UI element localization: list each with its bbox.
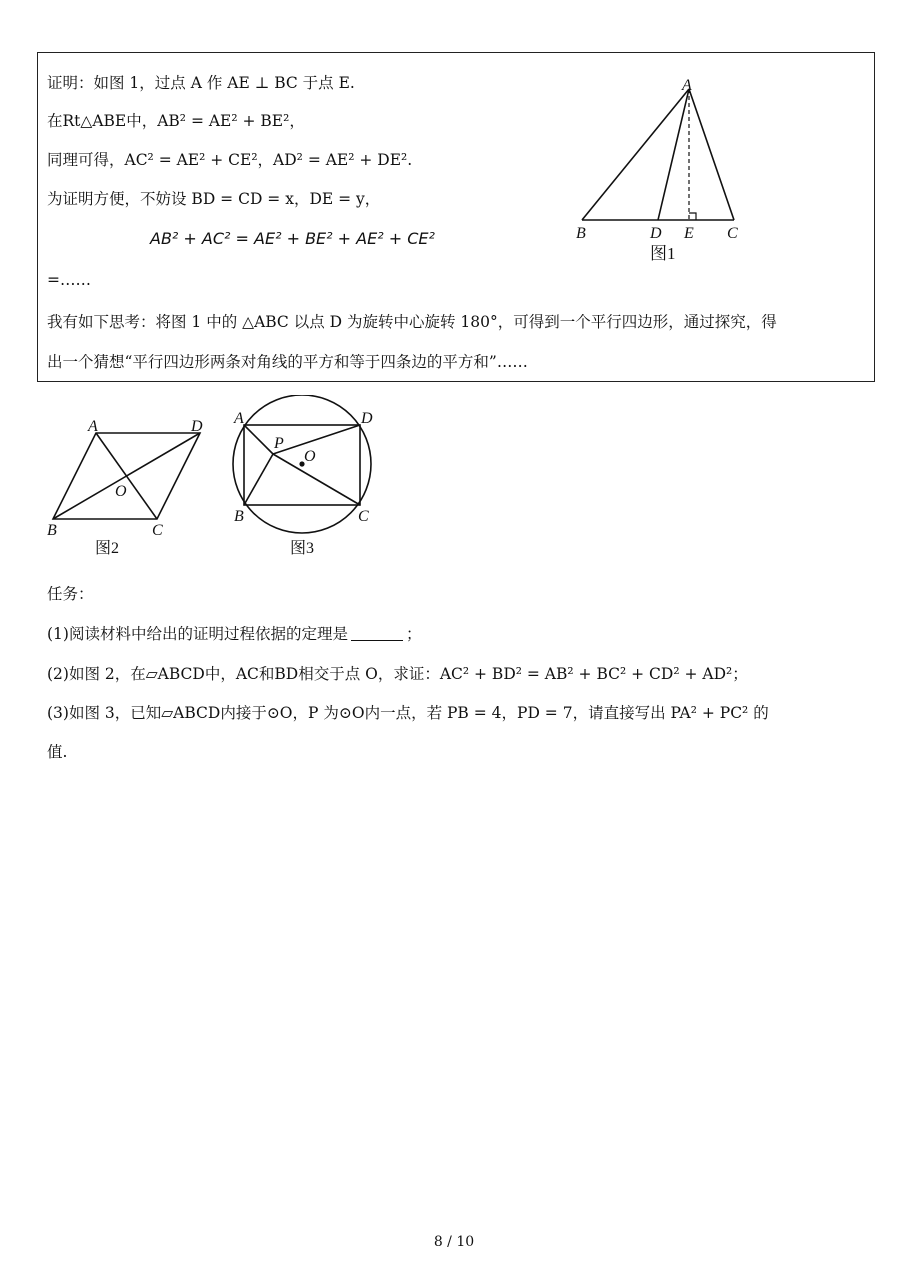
fig1-label-a: A — [682, 77, 692, 94]
fig1-label-c: C — [727, 225, 738, 242]
figure-3 — [225, 395, 385, 565]
task-3: (3)如图 3，已知▱ABCD内接于⊙O，P 为⊙O内一点，若 PB = 4，PD = 7，请直接写出 PA² + PC² 的 — [47, 704, 769, 722]
fig3-label-a: A — [234, 410, 244, 427]
material-line-7: 我有如下思考：将图 1 中的 △ABC 以点 D 为旋转中心旋转 180°，可得到一个平行四边形，通过探究，得 — [47, 313, 777, 331]
fig1-right-angle-mark — [689, 213, 696, 220]
fig3-label-o: O — [304, 448, 316, 465]
material-line-6: =…… — [47, 271, 91, 289]
fig3-segment-pd — [273, 425, 360, 454]
fig1-label-e: E — [684, 225, 694, 242]
material-line-1: 证明：如图 1，过点 A 作 AE ⊥ BC 于点 E. — [47, 74, 355, 92]
fig2-label-o: O — [115, 483, 127, 500]
material-line-3: 同理可得，AC² = AE² + CE²，AD² = AE² + DE². — [47, 151, 413, 169]
fig2-label-c: C — [152, 522, 163, 539]
task-2: (2)如图 2，在▱ABCD中，AC和BD相交于点 O，求证：AC² + BD² = AB² + BC² + CD² + AD²； — [47, 665, 748, 683]
fig3-label-d: D — [361, 410, 373, 427]
fig3-segment-pa — [244, 425, 273, 454]
task-3-continuation: 值. — [47, 743, 68, 761]
task-1-end: ； — [405, 625, 422, 643]
fig3-label-c: C — [358, 508, 369, 525]
fig2-caption: 图2 — [95, 540, 120, 557]
material-equation: AB² + AC² = AE² + BE² + AE² + CE² — [150, 229, 435, 248]
fig3-segment-pc — [273, 454, 360, 505]
figure-2 — [40, 410, 220, 560]
fig3-label-p: P — [274, 435, 284, 452]
material-line-8: 出一个猜想“平行四边形两条对角线的平方和等于四条边的平方和”…… — [47, 353, 528, 371]
task-1-answer-blank[interactable] — [351, 626, 403, 641]
fig2-label-a: A — [88, 418, 98, 435]
figure-1 — [560, 72, 760, 267]
task-1 — [47, 624, 421, 644]
fig2-label-b: B — [47, 522, 57, 539]
tasks-heading: 任务： — [47, 585, 94, 603]
fig1-label-b: B — [576, 225, 586, 242]
material-line-2: 在Rt△ABE中，AB² = AE² + BE²， — [47, 112, 305, 130]
fig1-side-ac — [689, 89, 734, 220]
fig3-label-b: B — [234, 508, 244, 525]
fig1-label-d: D — [650, 225, 662, 242]
page-number: 8 / 10 — [433, 1234, 475, 1250]
task-1-text: (1)阅读材料中给出的证明过程依据的定理是 — [47, 625, 348, 643]
fig2-label-d: D — [191, 418, 203, 435]
fig3-caption: 图3 — [290, 540, 315, 557]
fig1-caption: 图1 — [650, 244, 676, 263]
material-line-4: 为证明方便，不妨设 BD = CD = x，DE = y， — [47, 190, 381, 208]
fig3-segment-pb — [244, 454, 273, 505]
